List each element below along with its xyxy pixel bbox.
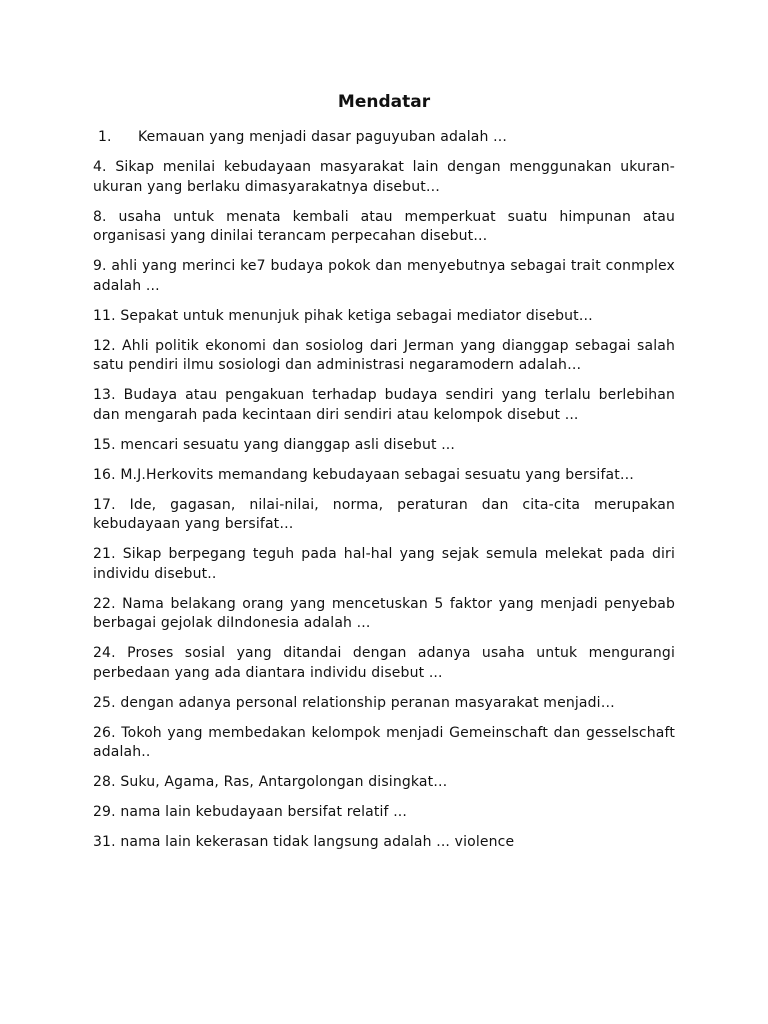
question-item-24: 24. Proses sosial yang ditandai dengan adanya usaha untuk mengurangi perbedaan yang ada diantara individu disebut ... [93,645,675,681]
question-item-1 [93,128,675,148]
question-item-8: 8. usaha untuk menata kembali atau memperkuat suatu himpunan atau organisasi yang dinilai terancam perpecahan disebut… [93,208,675,244]
question-item-26: 26. Tokoh yang membedakan kelompok menjadi Gemeinschaft dan gesselschaft adalah.. [93,724,675,760]
question-item-17: 17. Ide, gagasan, nilai-nilai, norma, peraturan dan cita-cita merupakan kebudayaan yang bersifat… [93,496,675,532]
question-item-12: 12. Ahli politik ekonomi dan sosiolog dari Jerman yang dianggap sebagai salah satu pendiri ilmu sosiologi dan administrasi negaramodern adalah… [93,337,675,373]
document-page [93,0,675,1024]
question-item-28: 28. Suku, Agama, Ras, Antargolongan disingkat… [93,774,448,790]
question-item-16: 16. M.J.Herkovits memandang kebudayaan sebagai sesuatu yang bersifat… [93,466,635,483]
question-item-11: 11. Sepakat untuk menunjuk pihak ketiga sebagai mediator disebut… [93,307,593,324]
question-list [93,128,675,863]
question-item-22: 22. Nama belakang orang yang mencetuskan 5 faktor yang menjadi penyebab berbagai gejolak diIndonesia adalah ... [93,595,675,631]
question-item-21: 21. Sikap berpegang teguh pada hal-hal yang sejak semula melekat pada diri individu disebut.. [93,546,675,582]
question-text: Kemauan yang menjadi dasar paguyuban adalah ... [138,129,507,145]
question-item-15: 15. mencari sesuatu yang dianggap asli disebut ... [93,436,456,453]
question-item-25: 25. dengan adanya personal relationship peranan masyarakat menjadi… [93,694,615,711]
document-title: Mendatar [337,92,431,112]
question-item-31: 31. nama lain kekerasan tidak langsung adalah ... violence [93,834,515,850]
question-number: 1. [98,129,112,145]
question-item-9: 9. ahli yang merinci ke7 budaya pokok dan menyebutnya sebagai trait conmplex adalah ... [93,258,675,294]
question-item-4: 4. Sikap menilai kebudayaan masyarakat lain dengan menggunakan ukuran-ukuran yang berlaku dimasyarakatnya disebut… [93,159,675,195]
question-item-13: 13. Budaya atau pengakuan terhadap budaya sendiri yang terlalu berlebihan dan mengarah pada kecintaan diri sendiri atau kelompok disebut ... [93,387,675,423]
question-item-29: 29. nama lain kebudayaan bersifat relatif ... [93,804,408,820]
